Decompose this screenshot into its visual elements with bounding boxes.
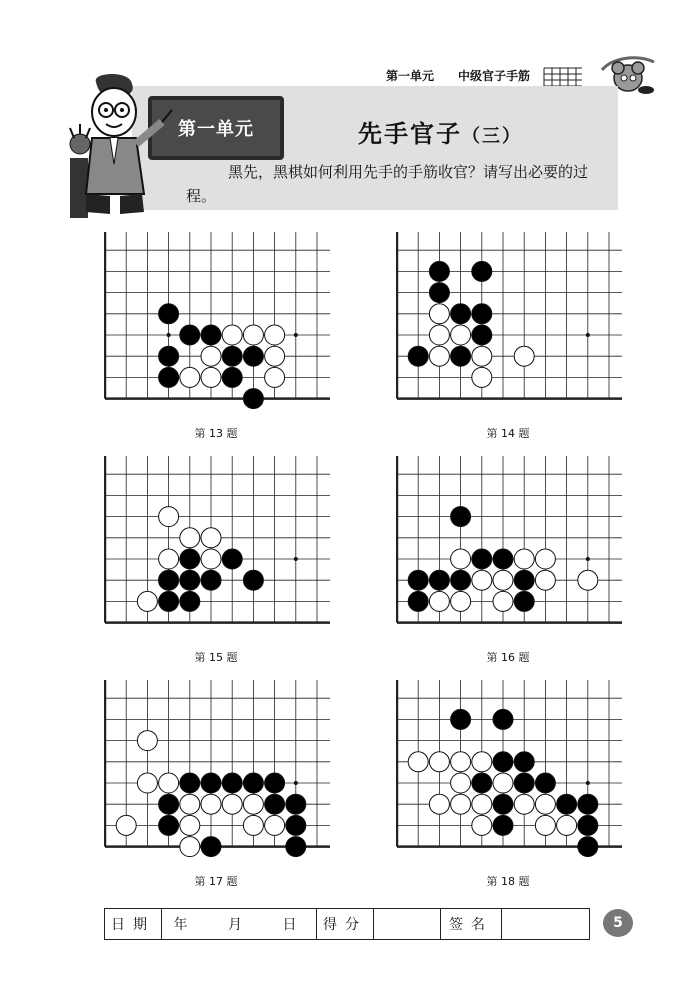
white-stone [451, 773, 471, 793]
white-stone [408, 752, 428, 772]
black-stone [451, 304, 471, 324]
white-stone [514, 346, 534, 366]
sign-field[interactable] [502, 909, 589, 939]
white-stone [493, 570, 513, 590]
black-stone [578, 794, 598, 814]
white-stone [180, 837, 200, 857]
white-stone [472, 815, 492, 835]
white-stone [472, 752, 492, 772]
black-stone [472, 261, 492, 281]
white-stone [201, 528, 221, 548]
white-stone [180, 528, 200, 548]
black-stone [429, 283, 449, 303]
white-stone [180, 367, 200, 387]
white-stone [180, 815, 200, 835]
go-problem [396, 232, 622, 414]
white-stone [429, 591, 449, 611]
black-stone [222, 346, 242, 366]
problem-caption: 第 15 题 [194, 651, 238, 664]
white-stone [201, 549, 221, 569]
white-stone [472, 570, 492, 590]
black-stone [180, 570, 200, 590]
white-stone [429, 304, 449, 324]
white-stone [201, 794, 221, 814]
problem-caption: 第 14 题 [486, 427, 530, 440]
white-stone [137, 773, 157, 793]
black-stone [493, 709, 513, 729]
black-stone [286, 815, 306, 835]
white-stone [451, 794, 471, 814]
header-unit-label: 第一单元 [386, 69, 435, 83]
black-stone [159, 304, 179, 324]
go-board [396, 680, 622, 862]
white-stone [222, 325, 242, 345]
white-stone [265, 346, 285, 366]
unit-chalkboard: 第一单元 [148, 96, 284, 160]
black-stone [429, 261, 449, 281]
black-stone [514, 570, 534, 590]
black-stone [451, 507, 471, 527]
lesson-title [358, 114, 522, 149]
date-label: 日期 [105, 909, 162, 939]
go-board [104, 456, 330, 638]
white-stone [472, 794, 492, 814]
black-stone [243, 773, 263, 793]
black-stone [472, 304, 492, 324]
white-stone [514, 794, 534, 814]
white-stone [451, 591, 471, 611]
white-stone [265, 815, 285, 835]
white-stone [578, 570, 598, 590]
black-stone [286, 837, 306, 857]
white-stone [451, 752, 471, 772]
black-stone [159, 346, 179, 366]
black-stone [222, 773, 242, 793]
black-stone [408, 591, 428, 611]
star-point [586, 781, 590, 785]
black-stone [578, 815, 598, 835]
white-stone [137, 731, 157, 751]
black-stone [159, 794, 179, 814]
teacher-illustration [66, 74, 176, 220]
white-stone [451, 549, 471, 569]
black-stone [159, 367, 179, 387]
white-stone [535, 570, 555, 590]
black-stone [243, 389, 263, 409]
white-stone [201, 346, 221, 366]
white-stone [265, 325, 285, 345]
black-stone [557, 794, 577, 814]
white-stone [557, 815, 577, 835]
black-stone [201, 773, 221, 793]
star-point [586, 333, 590, 337]
black-stone [429, 570, 449, 590]
star-point [167, 333, 171, 337]
white-stone [472, 367, 492, 387]
black-stone [180, 773, 200, 793]
go-board [104, 232, 330, 414]
white-stone [493, 591, 513, 611]
white-stone [243, 794, 263, 814]
star-point [294, 781, 298, 785]
problem-caption: 第 16 题 [486, 651, 530, 664]
black-stone [493, 794, 513, 814]
star-point [294, 557, 298, 561]
white-stone [159, 507, 179, 527]
white-stone [514, 549, 534, 569]
black-stone [286, 794, 306, 814]
black-stone [180, 325, 200, 345]
white-stone [429, 794, 449, 814]
black-stone [243, 346, 263, 366]
white-stone [535, 794, 555, 814]
go-problem [104, 232, 330, 414]
black-stone [408, 346, 428, 366]
white-stone [159, 549, 179, 569]
go-problem [396, 456, 622, 638]
black-stone [159, 591, 179, 611]
black-stone [535, 773, 555, 793]
black-stone [451, 346, 471, 366]
white-stone [116, 815, 136, 835]
black-stone [514, 591, 534, 611]
black-stone [408, 570, 428, 590]
black-stone [265, 773, 285, 793]
lesson-number: （三） [462, 126, 522, 147]
black-stone [514, 773, 534, 793]
score-field[interactable] [374, 909, 441, 939]
black-stone [493, 815, 513, 835]
white-stone [159, 773, 179, 793]
go-board [396, 456, 622, 638]
white-stone [137, 591, 157, 611]
go-board [104, 680, 330, 862]
star-point [586, 557, 590, 561]
header-book-title: 中级官子手筋 [458, 69, 531, 83]
problem-caption: 第 17 题 [194, 875, 238, 888]
white-stone [180, 794, 200, 814]
date-field[interactable]: 年 月 日 [162, 909, 317, 939]
black-stone [265, 794, 285, 814]
sign-label: 签名 [441, 909, 502, 939]
black-stone [451, 570, 471, 590]
black-stone [243, 570, 263, 590]
black-stone [201, 837, 221, 857]
white-stone [493, 773, 513, 793]
star-point [294, 333, 298, 337]
black-stone [578, 837, 598, 857]
black-stone [180, 549, 200, 569]
black-stone [201, 325, 221, 345]
page-number: 5 [603, 909, 633, 937]
white-stone [535, 815, 555, 835]
black-stone [493, 752, 513, 772]
black-stone [222, 367, 242, 387]
mini-board-icon [542, 66, 584, 86]
white-stone [429, 346, 449, 366]
white-stone [222, 794, 242, 814]
white-stone [265, 367, 285, 387]
problem-caption: 第 18 题 [486, 875, 530, 888]
black-stone [514, 752, 534, 772]
black-stone [201, 570, 221, 590]
black-stone [180, 591, 200, 611]
white-stone [472, 346, 492, 366]
black-stone [159, 815, 179, 835]
black-stone [451, 709, 471, 729]
white-stone [451, 325, 471, 345]
white-stone [201, 367, 221, 387]
instructions-text: 黑先，黑棋如何利用先手的手筋收官？请写出必要的过程。 [186, 163, 589, 205]
white-stone [535, 549, 555, 569]
problem-caption: 第 13 题 [194, 427, 238, 440]
black-stone [493, 549, 513, 569]
lesson-title-text: 先手官子 [358, 120, 462, 148]
white-stone [243, 325, 263, 345]
black-stone [222, 549, 242, 569]
go-board [396, 232, 622, 414]
white-stone [243, 815, 263, 835]
white-stone [429, 752, 449, 772]
black-stone [472, 773, 492, 793]
score-label: 得分 [317, 909, 374, 939]
go-problem [396, 680, 622, 862]
footer-record-table [104, 908, 590, 940]
go-problem [104, 456, 330, 638]
black-stone [159, 570, 179, 590]
black-stone [472, 325, 492, 345]
white-stone [429, 325, 449, 345]
go-problem [104, 680, 330, 862]
black-stone [472, 549, 492, 569]
